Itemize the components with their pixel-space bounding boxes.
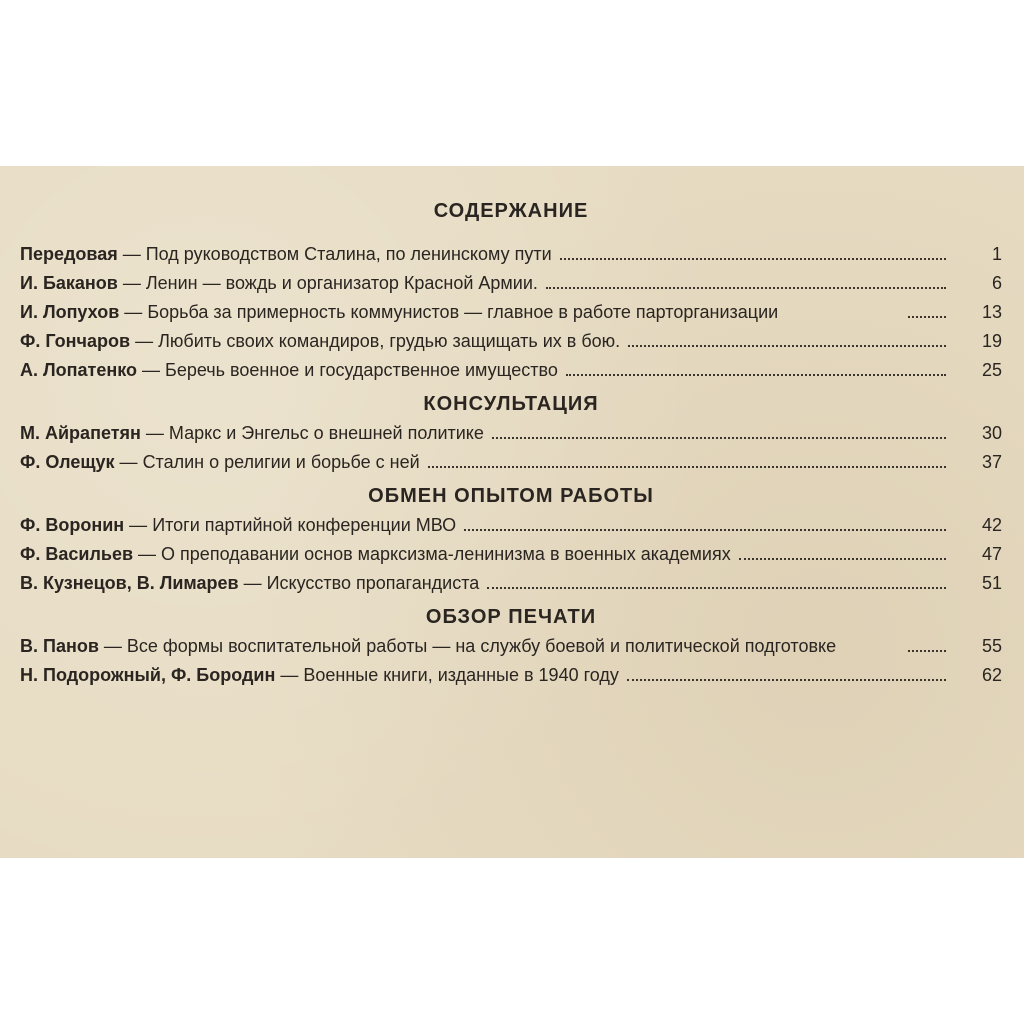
dot-leader (566, 374, 946, 376)
entry-author: Ф. Воронин (20, 515, 125, 535)
entry-page: 19 (981, 331, 1002, 351)
dot-leader (492, 437, 946, 439)
entry-author: И. Баканов (20, 273, 118, 293)
entry-title: Ленин — вождь и организатор Красной Армии. (145, 273, 538, 293)
entry-author: Передовая (20, 244, 118, 264)
entry-title: Любить своих командиров, грудью защищать их в бою. (158, 331, 621, 351)
entry-author: Н. Подорожный, Ф. Бородин (20, 665, 276, 685)
entry-page: 6 (991, 273, 1002, 293)
entry-title: Итоги партийной конференции МВО (152, 515, 457, 535)
section-heading: КОНСУЛЬТАЦИЯ (423, 393, 599, 415)
entry-page: 55 (981, 636, 1002, 656)
entry-title: Все формы воспитательной работы — на службу боевой и политической подготовке (126, 636, 837, 656)
entry-page: 25 (981, 360, 1002, 380)
contents-heading: СОДЕРЖАНИЕ (433, 200, 589, 222)
table-of-contents (20, 194, 1002, 692)
entry-author: Ф. Олещук (20, 452, 115, 472)
entry-title: Искусство пропагандиста (266, 573, 480, 593)
dot-leader (487, 587, 946, 589)
dot-leader (908, 650, 946, 652)
entry-title: Сталин о религии и борьбе с ней (142, 452, 420, 472)
section-heading: ОБМЕН ОПЫТОМ РАБОТЫ (368, 485, 654, 507)
toc-entry: В. Кузнецов, В. Лимарев — Искусство пропагандиста 51 (20, 571, 1002, 596)
toc-entry: М. Айрапетян — Маркс и Энгельс о внешней политике 30 (20, 421, 1002, 446)
dot-leader (628, 345, 946, 347)
entry-title: Под руководством Сталина, по ленинскому пути (145, 244, 552, 264)
entry-author: Ф. Васильев (20, 544, 134, 564)
entry-title: О преподавании основ марксизма-ленинизма в военных академиях (161, 544, 731, 564)
toc-entry: А. Лопатенко — Беречь военное и государственное имущество 25 (20, 358, 1002, 383)
toc-entry: И. Лопухов — Борьба за примерность коммунистов — главное в работе парторганизации 13 (20, 300, 1002, 325)
toc-entry: Н. Подорожный, Ф. Бородин — Военные книги, изданные в 1940 году 62 (20, 663, 1002, 688)
entry-title: Борьба за примерность коммунистов — главное в работе парторганизации (147, 302, 779, 322)
entry-title: Беречь военное и государственное имущество (165, 360, 558, 380)
toc-entry: Ф. Олещук — Сталин о религии и борьбе с ней 37 (20, 450, 1002, 475)
dot-leader (464, 529, 946, 531)
toc-entry: И. Баканов — Ленин — вождь и организатор Красной Армии. 6 (20, 271, 1002, 296)
entry-page: 51 (981, 573, 1002, 593)
entry-page: 62 (981, 665, 1002, 685)
entry-page: 37 (981, 452, 1002, 472)
entry-title: Маркс и Энгельс о внешней политике (168, 423, 484, 443)
entry-title: Военные книги, изданные в 1940 году (303, 665, 619, 685)
entry-author: И. Лопухов (20, 302, 120, 322)
dot-leader (546, 287, 946, 289)
entry-page: 47 (981, 544, 1002, 564)
toc-entry: Ф. Гончаров — Любить своих командиров, грудью защищать их в бою. 19 (20, 329, 1002, 354)
section-heading: ОБЗОР ПЕЧАТИ (425, 606, 597, 628)
page-sheet (0, 166, 1024, 858)
dot-leader (560, 258, 946, 260)
toc-entry: Передовая — Под руководством Сталина, по ленинскому пути 1 (20, 242, 1002, 267)
dot-leader (908, 316, 946, 318)
entry-page: 42 (981, 515, 1002, 535)
dot-leader (627, 679, 946, 681)
entry-author: В. Панов (20, 636, 99, 656)
entry-page: 30 (981, 423, 1002, 443)
dot-leader (739, 558, 946, 560)
toc-entry: Ф. Васильев — О преподавании основ марксизма-ленинизма в военных академиях 47 (20, 542, 1002, 567)
toc-entry: Ф. Воронин — Итоги партийной конференции МВО 42 (20, 513, 1002, 538)
entry-page: 1 (991, 244, 1002, 264)
entry-page: 13 (981, 302, 1002, 322)
entry-author: Ф. Гончаров (20, 331, 131, 351)
entry-author: А. Лопатенко (20, 360, 137, 380)
toc-entry: В. Панов — Все формы воспитательной работы — на службу боевой и политической подготовке 55 (20, 634, 1002, 659)
entry-author: В. Кузнецов, В. Лимарев (20, 573, 239, 593)
entry-author: М. Айрапетян (20, 423, 141, 443)
dot-leader (428, 466, 946, 468)
